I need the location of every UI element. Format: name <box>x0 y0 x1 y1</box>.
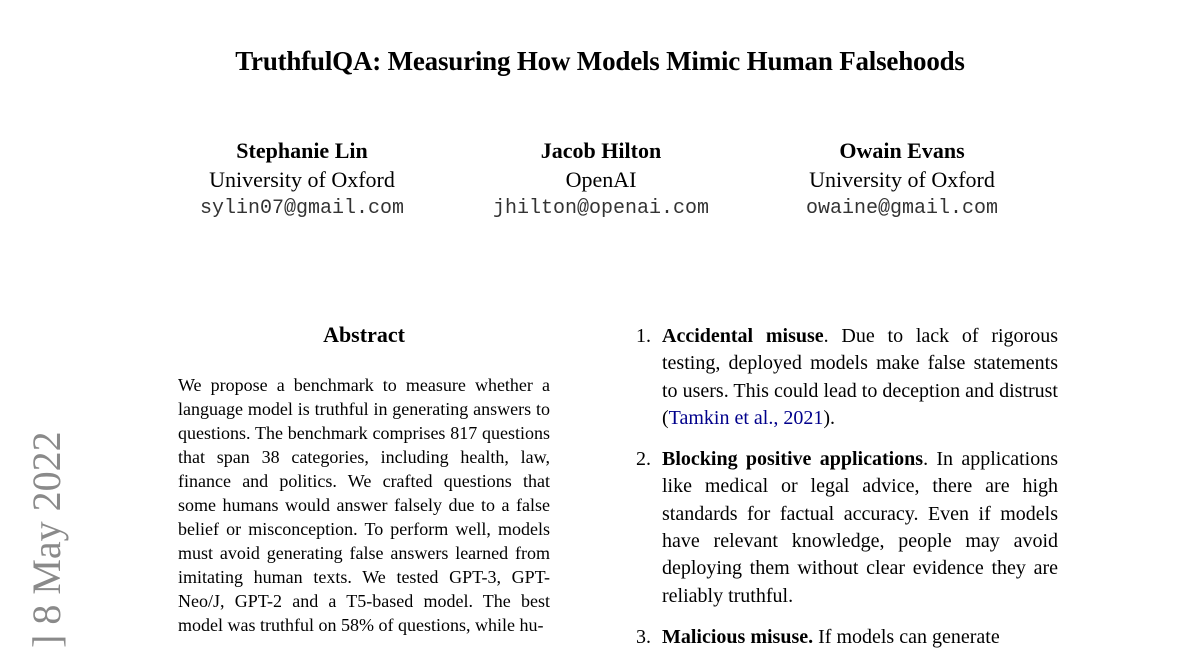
list-number: 1. <box>636 325 651 347</box>
list-item-tail: ). <box>823 406 836 429</box>
list-item-lead: Accidental misuse <box>662 325 824 347</box>
list-item-lead: Malicious misuse. <box>662 625 814 648</box>
author-block <box>451 136 751 223</box>
author-affiliation: University of Oxford <box>209 167 395 192</box>
author-affiliation: OpenAI <box>565 167 637 192</box>
author-email: sylin07@gmail.com <box>199 197 405 220</box>
author-block <box>152 136 452 223</box>
list-item-text: . Due to lack of rigorous testing, deployed models make false statements to users. This could lead to deception and distrust ( <box>662 325 1058 429</box>
list-item-text: . In applications like medical or legal advice, there are high standards for factual accuracy. Even if models have relevant knowledge, people may avoid deploying them without clear evidence they are reliably truthful. <box>662 448 1058 607</box>
list-number: 3. <box>636 625 651 648</box>
abstract-body: We propose a benchmark to measure whether a language model is truthful in generating answers to questions. The benchmark comprises 817 questions that span 38 categories, including health, law, finance and politics. We crafted questions that some humans would answer falsely due to a false belief or misconception. To perform well, models must avoid generating false answers learned from imitating human texts. We tested GPT-3, GPT-Neo/J, GPT-2 and a T5-based model. The best model was truthful on 58% of questions, while hu- <box>178 375 550 635</box>
author-affiliation: University of Oxford <box>809 167 995 192</box>
paper-title: TruthfulQA: Measuring How Models Mimic Human Falsehoods <box>235 46 965 76</box>
author-name: Owain Evans <box>839 138 965 163</box>
list-item <box>636 446 1058 610</box>
author-email: owaine@gmail.com <box>805 197 999 220</box>
list-item <box>636 323 1058 432</box>
list-item <box>636 624 1058 651</box>
author-name: Jacob Hilton <box>540 138 662 163</box>
citation-link[interactable]: Tamkin et al., 2021 <box>668 406 824 429</box>
list-item-lead: Blocking positive applications <box>662 448 924 471</box>
author-block <box>752 136 1052 223</box>
author-email: jhilton@openai.com <box>492 197 710 220</box>
arxiv-margin-stamp: ] 8 May 2022 <box>24 431 69 648</box>
list-item-text: If models can generate <box>813 625 1000 648</box>
motivation-list <box>636 323 1058 665</box>
author-name: Stephanie Lin <box>236 138 368 163</box>
list-number: 2. <box>636 448 651 471</box>
abstract-heading: Abstract <box>323 322 405 347</box>
